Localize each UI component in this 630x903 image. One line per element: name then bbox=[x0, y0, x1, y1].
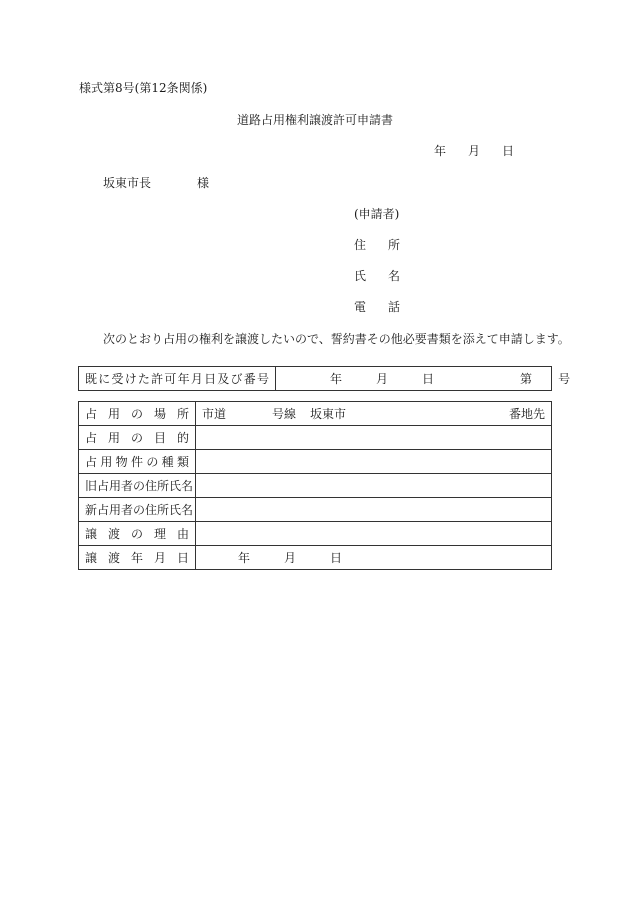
table-row bbox=[79, 474, 552, 498]
transfer-date-value[interactable] bbox=[196, 546, 552, 570]
place-label-text: 占用の場所 bbox=[85, 407, 189, 421]
prior-permit-table bbox=[78, 366, 571, 391]
place-label bbox=[79, 402, 196, 426]
gosen-label: 号線 bbox=[272, 407, 297, 421]
name-label-char-1: 氏 bbox=[354, 269, 367, 283]
kind-label bbox=[79, 450, 196, 474]
applicant-phone-label bbox=[354, 298, 400, 315]
new-occupant-label-text: 新占用者の住所氏名 bbox=[85, 503, 194, 517]
old-occupant-value[interactable] bbox=[196, 474, 552, 498]
prior-permit-fields bbox=[282, 370, 571, 387]
transfer-month-label: 月 bbox=[284, 551, 297, 565]
phone-label-char-2: 話 bbox=[388, 300, 401, 314]
kind-label-text: 占用物件の種類 bbox=[85, 455, 189, 469]
transfer-date-label-text: 譲渡年月日 bbox=[85, 551, 189, 565]
applicant-address-label bbox=[354, 236, 400, 253]
table-row bbox=[79, 498, 552, 522]
purpose-label bbox=[79, 426, 196, 450]
purpose-value[interactable] bbox=[196, 426, 552, 450]
permit-dai-label: 第 bbox=[520, 372, 533, 386]
table-row bbox=[79, 450, 552, 474]
application-date bbox=[434, 142, 514, 159]
phone-label-char-1: 電 bbox=[354, 300, 367, 314]
permit-year-label: 年 bbox=[330, 372, 343, 386]
transfer-year-label: 年 bbox=[238, 551, 251, 565]
address-label-char-1: 住 bbox=[354, 238, 367, 252]
permit-day-label: 日 bbox=[422, 372, 435, 386]
address-label-char-2: 所 bbox=[388, 238, 401, 252]
prior-permit-value[interactable] bbox=[276, 367, 571, 391]
place-value[interactable] bbox=[196, 402, 552, 426]
new-occupant-value[interactable] bbox=[196, 498, 552, 522]
transfer-day-label: 日 bbox=[330, 551, 343, 565]
old-occupant-label-text: 旧占用者の住所氏名 bbox=[85, 479, 194, 493]
date-month-label: 月 bbox=[468, 144, 481, 158]
applicant-name-label bbox=[354, 267, 400, 284]
prior-permit-label-text: 既に受けた許可年月日及び番号 bbox=[85, 372, 269, 386]
applicant-heading: (申請者) bbox=[354, 207, 400, 221]
transfer-date-label bbox=[79, 546, 196, 570]
addressee bbox=[103, 174, 209, 191]
document-title: 道路占用権利譲渡許可申請書 bbox=[236, 113, 393, 127]
transfer-detail-table bbox=[78, 401, 552, 570]
table-row bbox=[79, 546, 552, 570]
date-year-label: 年 bbox=[434, 144, 447, 158]
purpose-label-text: 占用の目的 bbox=[85, 431, 189, 445]
form-code: 様式第8号(第12条関係) bbox=[79, 81, 208, 95]
date-day-label: 日 bbox=[502, 144, 515, 158]
reason-label-text: 譲渡の理由 bbox=[85, 527, 189, 541]
permit-month-label: 月 bbox=[376, 372, 389, 386]
kind-value[interactable] bbox=[196, 450, 552, 474]
name-label-char-2: 名 bbox=[388, 269, 401, 283]
table-row bbox=[79, 426, 552, 450]
application-statement: 次のとおり占用の権利を譲渡したいので、誓約書その他必要書類を添えて申請します。 bbox=[103, 332, 570, 346]
reason-value[interactable] bbox=[196, 522, 552, 546]
new-occupant-label bbox=[79, 498, 196, 522]
addressee-name: 坂東市長 bbox=[103, 176, 152, 190]
transfer-date-fields bbox=[202, 549, 545, 566]
table-row bbox=[79, 522, 552, 546]
banchi-label: 番地先 bbox=[508, 407, 545, 421]
reason-label bbox=[79, 522, 196, 546]
addressee-honorific: 様 bbox=[197, 176, 210, 190]
prior-permit-label bbox=[79, 367, 276, 391]
shidou-label: 市道 bbox=[202, 407, 227, 421]
table-row bbox=[79, 402, 552, 426]
place-fields bbox=[202, 405, 545, 422]
old-occupant-label bbox=[79, 474, 196, 498]
permit-go-label: 号 bbox=[558, 372, 571, 386]
prior-permit-row bbox=[79, 367, 552, 391]
city-label: 坂東市 bbox=[310, 407, 347, 421]
